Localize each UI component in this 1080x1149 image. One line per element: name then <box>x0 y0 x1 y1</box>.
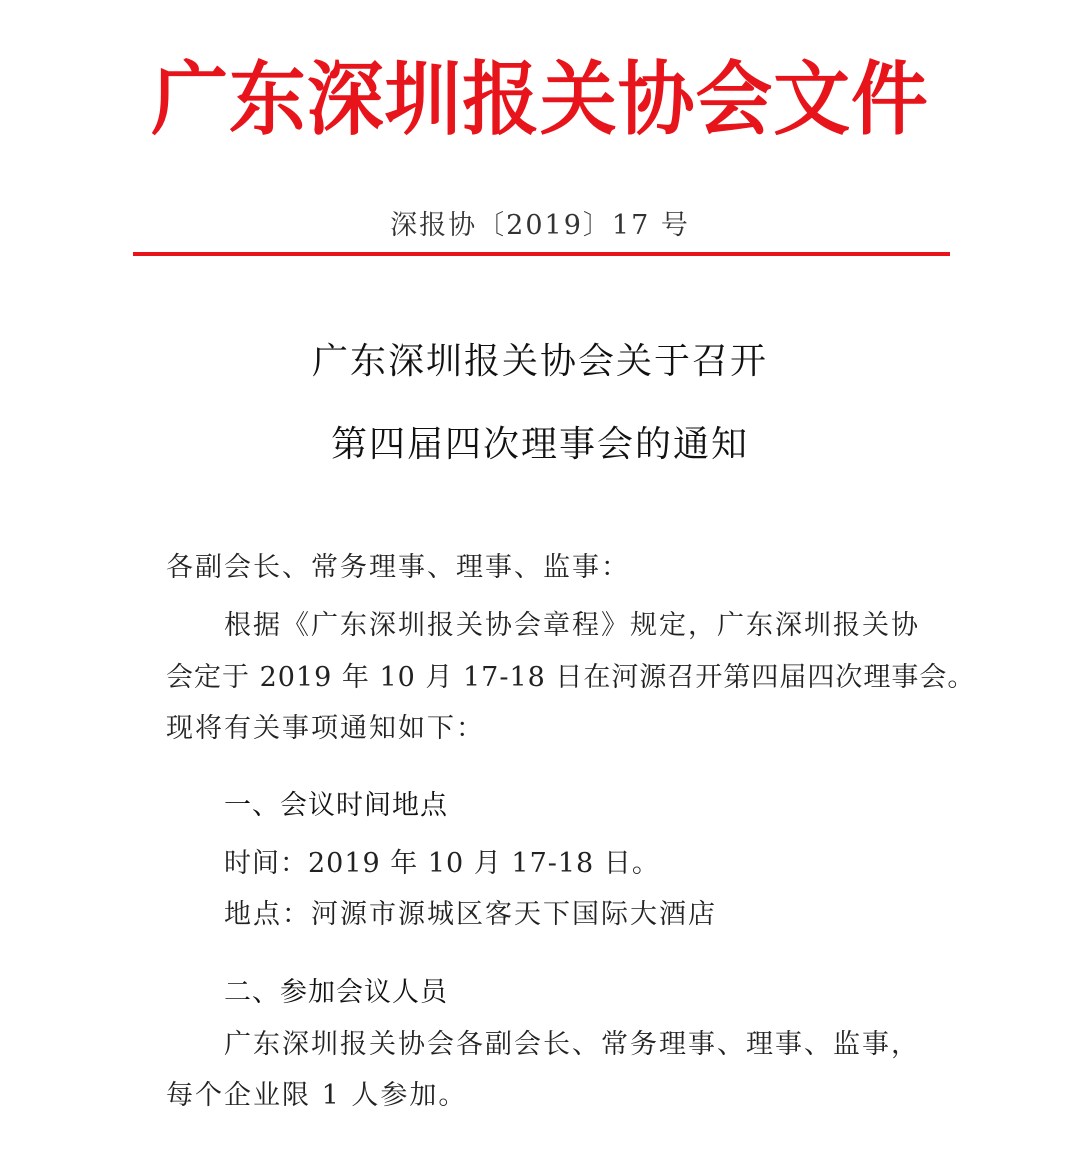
document-number: 深报协〔2019〕17 号 <box>390 210 690 241</box>
document-header-title: 广东深圳报关协会文件 <box>151 53 929 146</box>
section-2-line-2: 每个企业限 1 人参加。 <box>166 1080 468 1111</box>
section-1-heading: 一、会议时间地点 <box>224 790 448 821</box>
paragraph-1-line-1: 根据《广东深圳报关协会章程》规定，广东深圳报关协 <box>224 610 920 641</box>
notice-title-line-2: 第四届四次理事会的通知 <box>330 424 749 465</box>
section-1-time: 时间：2019 年 10 月 17-18 日。 <box>224 848 660 879</box>
paragraph-1-line-2: 会定于 2019 年 10 月 17-18 日在河源召开第四届四次理事会。 <box>166 662 976 693</box>
paragraph-1-line-3: 现将有关事项通知如下： <box>166 713 485 744</box>
section-2-line-1: 广东深圳报关协会各副会长、常务理事、理事、监事， <box>224 1029 920 1060</box>
header-divider <box>133 252 950 256</box>
salutation: 各副会长、常务理事、理事、监事： <box>166 552 630 583</box>
section-2-heading: 二、参加会议人员 <box>224 977 448 1008</box>
notice-title-line-1: 广东深圳报关协会关于召开 <box>311 341 768 382</box>
section-1-place: 地点：河源市源城区客天下国际大酒店 <box>224 899 717 930</box>
